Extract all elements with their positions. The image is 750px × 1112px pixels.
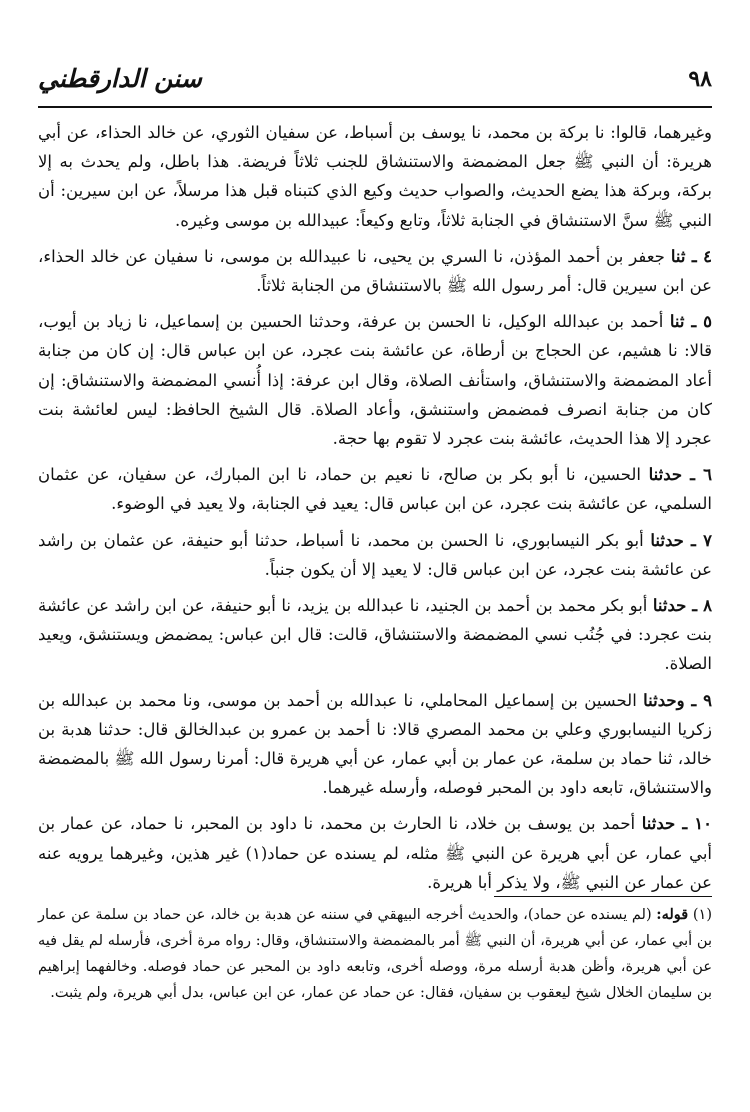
hadith-text: أبو بكر النيسابوري، نا الحسن بن محمد، نا أسباط، حدثنا أبو حنيفة، عن عثمان بن راشد عن عائشة بنت عجرد، عن ابن عباس قال: لا يعيد إلا أن يكون جنباً. bbox=[38, 530, 712, 579]
page-header bbox=[38, 62, 712, 108]
hadith-text: جعفر بن أحمد المؤذن، نا السري بن يحيى، نا عبيدالله بن موسى، نا سفيان عن خالد الحذاء، عن ابن سيرين قال: أمر رسول الله ﷺ بالاستنشاق من الجنابة ثلاثاً. bbox=[38, 246, 712, 296]
hadith-label: ٩ ـ وحدثنا bbox=[643, 690, 712, 710]
hadith-label: ٥ ـ ثنا bbox=[669, 312, 713, 332]
footnote-1 bbox=[38, 902, 712, 1006]
paragraph bbox=[38, 118, 712, 235]
hadith-text: الحسين، نا أبو بكر بن صالح، نا نعيم بن حماد، نا ابن المبارك، عن سفيان، عن عثمان السلمي، عن عائشة بنت عجرد، عن ابن عباس قال: يعيد في الجنابة، ولا يعيد في الوضوء. bbox=[38, 465, 712, 514]
hadith-4 bbox=[38, 242, 712, 300]
paragraph-text: وغيرهما، قالوا: نا بركة بن محمد، نا يوسف بن أسباط، عن سفيان الثوري، عن خالد الحذاء، عن أبي هريرة: أن النبي ﷺ جعل المضمضة والاستنشاق للجنب ثلاثاً فريضة. هذا باطل، ولم يحدث به إلا بركة، وبركة هذا يضع الحديث، والصواب حديث وكيع الذي كتبناه قبل هذا مرسلاً، عن ابن سيرين: أن النبي ﷺ سنَّ الاستنشاق في الجنابة ثلاثاً، وتابع وكيعاً: عبيدالله بن موسى وغيره. bbox=[38, 123, 712, 230]
hadith-label: ٤ ـ ثنا bbox=[670, 246, 713, 266]
hadith-label: ٧ ـ حدثنا bbox=[650, 530, 712, 550]
hadith-label: ٨ ـ حدثنا bbox=[652, 596, 712, 616]
hadith-7 bbox=[38, 526, 712, 584]
hadith-5 bbox=[38, 307, 712, 453]
hadith-label: ١٠ ـ حدثنا bbox=[641, 814, 712, 834]
hadith-text: أحمد بن عبدالله الوكيل، نا الحسن بن عرفة، وحدثنا الحسين بن إسماعيل، نا زياد بن أيوب، قالا: نا هشيم، عن الحجاج بن أرطاة، عن عائشة بنت عجرد، عن ابن عباس قال: إن كان من جنابة أعاد المضمضة والاستنشاق، واستأنف الصلاة، وقال ابن عرفة: إذا أُنسي المضمضة والاستنشاق: إن كان من جنابة انصرف فمضمض واستنشق، وأعاد الصلاة. قال الشيخ الحافظ: ليس لعائشة بنت عجرد إلا هذا الحديث، عائشة بنت عجرد لا تقوم بها حجة. bbox=[38, 312, 712, 449]
hadith-text: الحسين بن إسماعيل المحاملي، نا عبدالله بن أحمد بن موسى، ونا محمد بن عبدالله بن زكريا النيسابوري وعلي بن محمد المصري قالا: نا أحمد بن عمرو بن عبدالخالق قال: حدثنا هدبة بن خالد، ثنا حماد بن سلمة، عن عمار بن أبي عمار، عن أبي هريرة قال: أمرنا رسول الله ﷺ بالمضمضة والاستنشاق، تابعه داود بن المحبر فوصله، وأرسله غيرهما. bbox=[38, 690, 712, 798]
page-number: ٩٨ bbox=[688, 66, 712, 92]
footnote-text: (لم يسنده عن حماد)، والحديث أخرجه البيهقي في سننه عن هدبة بن خالد، عن حماد بن سلمة عن عمار بن أبي عمار، عن أبي هريرة، أن النبي ﷺ أمر بالمضمضة والاستنشاق، وقال: رواه مرة أخرى، فأرسله لم يقل فيه عن أبي هريرة، وأظن هدبة أرسله مرة، ووصله أخرى، وتابعه داود بن المحبر عن حماد فوصله. وخالفهما إبراهيم بن سليمان الخلال شيخ ليعقوب بن سفيان، فقال: عن حماد عن عمار، عن ابن عباس، بدل أبي هريرة، ولم يثبت. bbox=[38, 907, 712, 1001]
footnote-label: قوله: bbox=[656, 906, 689, 923]
footnote-marker: (١) bbox=[692, 907, 712, 923]
main-text bbox=[38, 118, 712, 904]
hadith-label: ٦ ـ حدثنا bbox=[648, 465, 712, 485]
hadith-text: أبو بكر محمد بن أحمد بن الجنيد، نا عبدالله بن يزيد، نا أبو حنيفة، عن ابن راشد عن عائشة بنت عجرد: في جُنُب نسي المضمضة والاستنشاق، قالت: قال ابن عباس: يمضمض ويستنشق، ويعيد الصلاة. bbox=[38, 596, 712, 674]
hadith-8 bbox=[38, 591, 712, 679]
footnote-divider bbox=[494, 896, 712, 897]
hadith-10 bbox=[38, 809, 712, 897]
book-title: سنن الدارقطني bbox=[38, 64, 202, 93]
footnote bbox=[38, 902, 712, 1006]
hadith-6 bbox=[38, 460, 712, 518]
hadith-9 bbox=[38, 686, 712, 803]
hadith-text: أحمد بن يوسف بن خلاد، نا الحارث بن محمد، نا داود بن المحبر، نا حماد، عن عمار بن أبي عمار، عن أبي هريرة عن النبي ﷺ مثله، لم يسنده عن حماد(١) غير هذين، وغيرهما يرويه عنه عن عمار عن النبي ﷺ، ولا يذكر أبا هريرة. bbox=[38, 814, 712, 892]
